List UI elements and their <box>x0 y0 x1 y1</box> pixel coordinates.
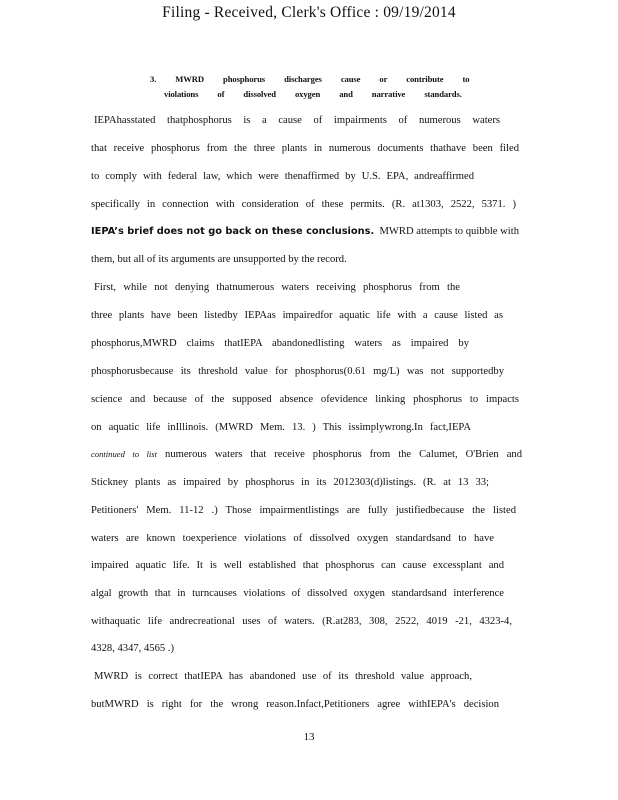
paragraph-line: Petitioners' Mem. 11-12 .) Those impairmentlistings are fully justifiedbecause the listed <box>91 505 516 516</box>
section-heading-line-1: 3. MWRD phosphorus discharges cause or contribute to <box>150 74 470 84</box>
italic-line-rest: numerous waters that receive phosphorus from the Calumet, O'Brien and <box>165 449 522 460</box>
paragraph-line: that receive phosphorus from the three plants in numerous documents thathave been filed <box>91 143 519 154</box>
paragraph-line: phosphorusbecause its threshold value for phosphorus(0.61 mg/L) was not supportedby <box>91 366 504 377</box>
paragraph-line: waters are known toexperience violations of dissolved oxygen standardsand to have <box>91 533 494 544</box>
paragraph-line: to comply with federal law, which were thenaffirmed by U.S. EPA, andreaffirmed <box>91 171 474 182</box>
paragraph-line: MWRD is correct thatIEPA has abandoned use of its threshold value approach, <box>94 671 472 682</box>
paragraph-line: science and because of the supposed absence ofevidence linking phosphorus to impacts <box>91 394 519 405</box>
paragraph-last-line: them, but all of its arguments are unsupported by the record. <box>91 254 347 265</box>
paragraph-last-line: 4328, 4347, 4565 .) <box>91 643 174 654</box>
filing-stamp-header: Filing - Received, Clerk's Office : 09/19/2014 <box>162 4 456 21</box>
paragraph-line: algal growth that in turncauses violations of dissolved oxygen standardsand interference <box>91 588 504 599</box>
paragraph-line: butMWRD is right for the wrong reason.Infact,Petitioners agree withIEPA's decision <box>91 699 499 710</box>
page-number: 13 <box>303 731 315 743</box>
paragraph-line: three plants have been listedby IEPAas impairedfor aquatic life with a cause listed as <box>91 310 503 321</box>
section-heading-line-2: violations of dissolved oxygen and narrative standards. <box>164 89 462 99</box>
bold-line-rest: MWRD attempts to quibble with <box>379 226 519 237</box>
italic-phrase: continued to list <box>91 449 158 459</box>
paragraph-line: impaired aquatic life. It is well established that phosphorus can cause excessplant and <box>91 560 504 571</box>
paragraph-line: specifically in connection with consideration of these permits. (R. at1303, 2522, 5371. ) <box>91 199 516 210</box>
paragraph-line: IEPAhasstated thatphosphorus is a cause of impairments of numerous waters <box>94 115 500 126</box>
paragraph-line-with-italic <box>91 449 522 460</box>
paragraph-line: phosphorus,MWRD claims thatIEPA abandonedlisting waters as impaired by <box>91 338 469 349</box>
paragraph-line: withaquatic life andrecreational uses of waters. (R.at283, 308, 2522, 4019 -21, 4323-4, <box>91 616 512 627</box>
paragraph-line-with-bold <box>91 226 519 237</box>
paragraph-line: First, while not denying thatnumerous waters receiving phosphorus from the <box>94 282 460 293</box>
bold-sentence: IEPA’s brief does not go back on these conclusions. <box>91 226 375 237</box>
paragraph-line: Stickney plants as impaired by phosphorus in its 2012303(d)listings. (R. at 13 33; <box>91 477 489 488</box>
paragraph-line: on aquatic life inIllinois. (MWRD Mem. 13. ) This issimplywrong.In fact,IEPA <box>91 422 471 433</box>
